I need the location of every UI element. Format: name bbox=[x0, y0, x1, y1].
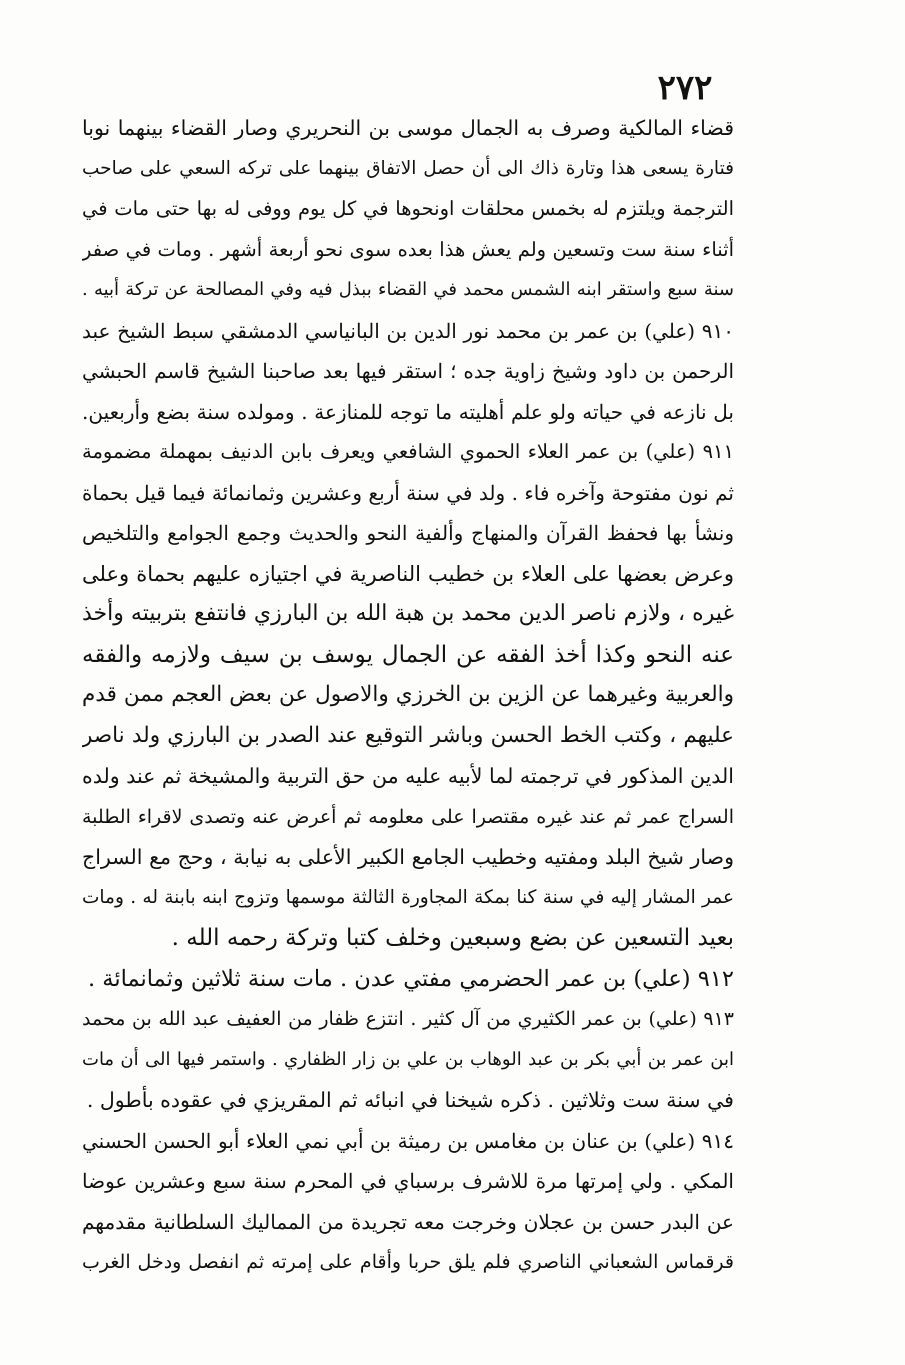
page-number: ٢٧٢ bbox=[657, 68, 713, 108]
text-line: ثم نون مفتوحة وآخره فاء . ولد في سنة أربع وعشرين وثمانمائة فيما قيل بحماة bbox=[82, 480, 734, 505]
text-line: السراج عمر ثم عند غيره مقتصرا على معلومه ثم أعرض عنه وتصدى لاقراء الطلبة bbox=[82, 805, 734, 828]
entry-914-line: ٩١٤ (علي) بن عنان بن مغامس بن رميثة بن أبي نمي العلاء أبو الحسن الحسني bbox=[82, 1128, 734, 1153]
text-line: المكي . ولي إمرتها مرة للاشرف برسباي في المحرم سنة سبع وعشرين عوضا bbox=[82, 1169, 734, 1193]
text-line: عمر المشار إليه في سنة كنا بمكة المجاورة الثالثة موسمها وتزوج ابنه بابنة له . ومات bbox=[82, 886, 734, 908]
text-line: عنه النحو وكذا أخذ الفقه عن الجمال يوسف بن سيف ولازمه والفقه bbox=[82, 641, 734, 668]
entry-910-line: ٩١٠ (علي) بن عمر بن محمد نور الدين بن البانياسي الدمشقي سبط الشيخ عبد bbox=[82, 318, 734, 343]
text-line: ابن عمر بن أبي بكر بن عبد الوهاب بن علي بن زار الظفاري . واستمر فيها الى أن مات bbox=[82, 1048, 734, 1070]
entry-912-line: ٩١٢ (علي) بن عمر الحضرمي مفتي عدن . مات سنة ثلاثين وثمانمائة . bbox=[87, 965, 734, 992]
body-text bbox=[82, 108, 734, 1283]
text-line: بعيد التسعين عن بضع وسبعين وخلف كتبا وتركة رحمه الله . bbox=[171, 925, 734, 951]
text-line: ونشأ بها فحفظ القرآن والمنهاج وألفية النحو والحديث وجمع الجوامع والتلخيص bbox=[82, 521, 734, 545]
text-line: الدين المذكور في ترجمته لما لأبيه عليه من حق التربية والمشيخة ثم عند ولده bbox=[82, 764, 734, 788]
text-line: غيره ، ولازم ناصر الدين محمد بن هبة الله بن البارزي فانتفع بتربيته وأخذ bbox=[82, 601, 734, 626]
text-line: في سنة ست وثلاثين . ذكره شيخنا في انبائه ثم المقريزي في عقوده بأطول . bbox=[86, 1088, 734, 1112]
text-line: والعربية وغيرهما عن الزين بن الخرزي والاصول عن بعض العجم ممن قدم bbox=[82, 682, 734, 707]
text-line: عن البدر حسن بن عجلان وخرجت معه تجريدة من المماليك السلطانية مقدمهم bbox=[82, 1209, 734, 1234]
text-line: وصار شيخ البلد ومفتيه وخطيب الجامع الكبير الأعلى به نيابة ، وحج مع السراج bbox=[82, 845, 734, 869]
text-line: قرقماس الشعباني الناصري فلم يلق حربا وأقام على إمرته ثم انفصل ودخل الغرب bbox=[82, 1251, 734, 1273]
text-line: الرحمن بن داود وشيخ زاوية جده ؛ استقر فيها بعد صاحبنا الشيخ قاسم الحبشي bbox=[82, 359, 734, 383]
entry-913-line: ٩١٣ (علي) بن عمر الكثيري من آل كثير . انتزع ظفار من العفيف عبد الله بن محمد bbox=[82, 1008, 734, 1030]
entry-911-line: ٩١١ (علي) بن عمر العلاء الحموي الشافعي ويعرف بابن الدنيف بمهملة مضمومة bbox=[82, 440, 734, 463]
text-line: قضاء المالكية وصرف به الجمال موسى بن النحريري وصار القضاء بينهما نوبا bbox=[82, 116, 734, 140]
text-line: بل نازعه في حياته ولو علم أهليته ما توجه للمنازعة . ومولده سنة بضع وأربعين. bbox=[82, 399, 734, 424]
text-line: فتارة يسعى هذا وتارة ذاك الى أن حصل الاتفاق بينهما على تركه السعي على صاحب bbox=[82, 157, 734, 179]
text-line: أثناء سنة ست وتسعين ولم يعش هذا بعده سوى نحو أربعة أشهر . ومات في صفر bbox=[82, 237, 734, 261]
text-line: وعرض بعضها على العلاء بن خطيب الناصرية في اجتيازه عليهم بحماة وعلى bbox=[82, 561, 734, 586]
text-line: سنة سبع واستقر ابنه الشمس محمد في القضاء ببذل فيه وفي المصالحة عن تركة أبيه . bbox=[82, 279, 734, 300]
text-line: عليهم ، وكتب الخط الحسن وباشر التوقيع عند الصدر بن البارزي ولد ناصر bbox=[82, 722, 734, 748]
text-line: الترجمة ويلتزم له بخمس محلقات اونحوها في كل يوم ووفى له بها حتى مات في bbox=[82, 197, 734, 220]
